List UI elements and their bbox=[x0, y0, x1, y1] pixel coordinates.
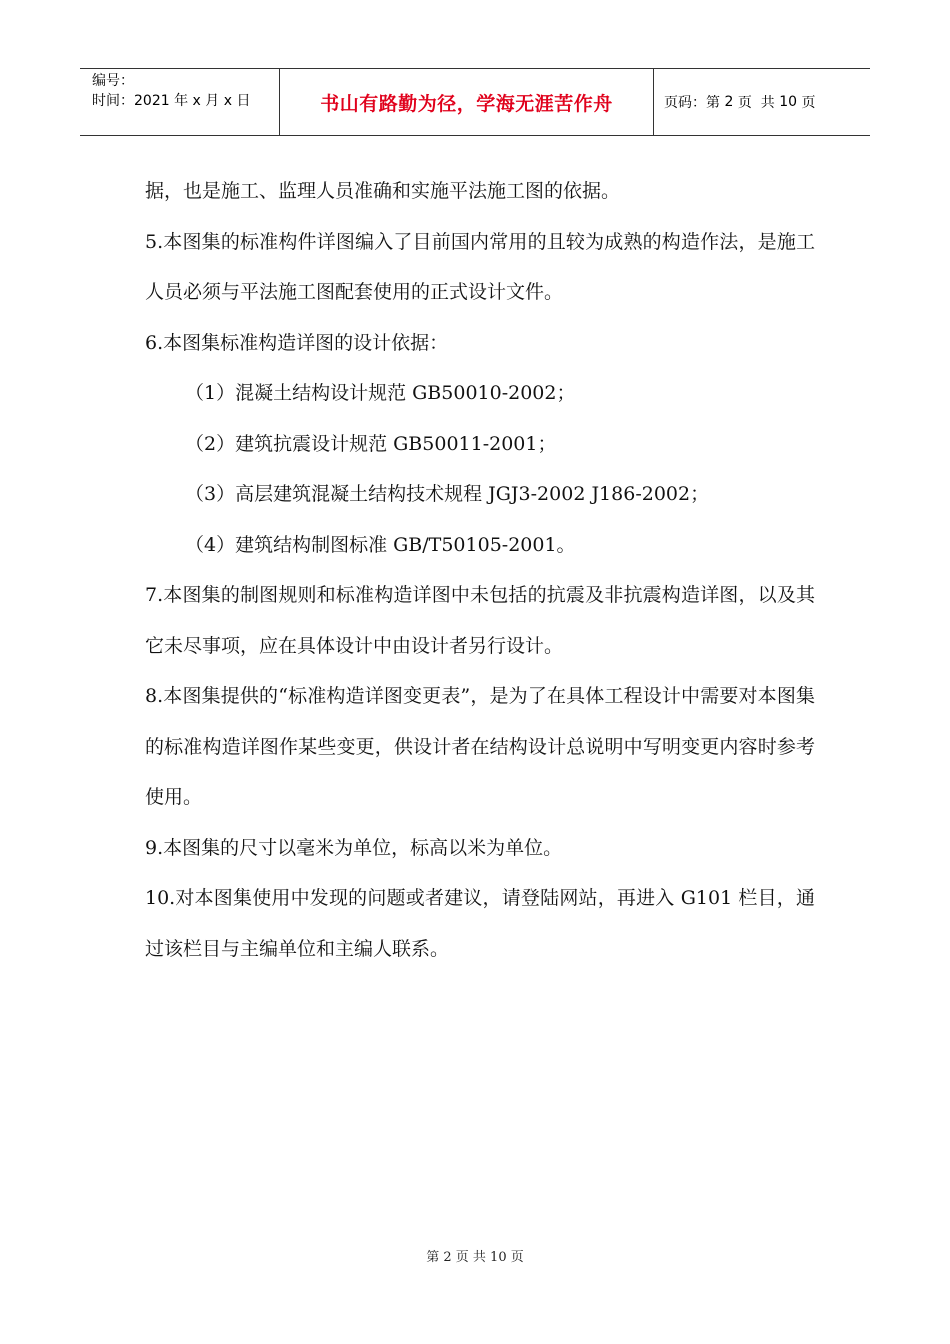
header-meta bbox=[80, 69, 280, 135]
paragraph-item-9: 9.本图集的尺寸以毫米为单位，标高以米为单位。 bbox=[145, 836, 563, 859]
page-suffix: 页 bbox=[797, 95, 816, 111]
paragraph-item-7: 7.本图集的制图规则和标准构造详图中未包括的抗震及非抗震构造详图，以及其它未尽事项，应在具体设计中由设计者另行设计。 bbox=[145, 584, 815, 657]
page-current: 2 bbox=[724, 94, 734, 110]
document-number-label: 编号： bbox=[92, 73, 134, 89]
paragraph-item-10: 10.对本图集使用中发现的问题或者建议，请登陆网站，再进入 G101 栏目，通过该栏目与主编单位和主编人联系。 bbox=[145, 887, 815, 960]
page-footer bbox=[0, 1246, 950, 1265]
header-page-info bbox=[654, 69, 870, 135]
reference-item-3: （3）高层建筑混凝土结构技术规程 JGJ3-2002 J186-2002； bbox=[185, 483, 710, 505]
document-body bbox=[145, 166, 815, 974]
page-mid: 页 共 bbox=[733, 95, 780, 111]
reference-item-1: （1）混凝土结构设计规范 GB50010-2002； bbox=[185, 382, 576, 404]
reference-item-4: （4）建筑结构制图标准 GB/T50105-2001。 bbox=[185, 533, 576, 556]
reference-item-2: （2）建筑抗震设计规范 GB50011-2001； bbox=[185, 432, 557, 455]
paragraph-item-8: 8.本图集提供的“标准构造详图变更表”，是为了在具体工程设计中需要对本图集的标准构造详图作某些变更，供设计者在结构设计总说明中写明变更内容时参考使用。 bbox=[145, 685, 815, 808]
paragraph-item-6: 6.本图集标准构造详图的设计依据： bbox=[145, 331, 449, 354]
document-date: 时间：2021 年 x 月 x 日 bbox=[92, 93, 251, 109]
page-prefix: 页码：第 bbox=[664, 95, 725, 111]
paragraph-item-5: 5.本图集的标准构件详图编入了目前国内常用的且较为成熟的构造作法，是施工人员必须与平法施工图配套使用的正式设计文件。 bbox=[145, 230, 815, 303]
motto-text: 书山有路勤为径，学海无涯苦作舟 bbox=[320, 92, 613, 115]
header-motto bbox=[280, 69, 654, 135]
paragraph-continuation: 据，也是施工、监理人员准确和实施平法施工图的依据。 bbox=[145, 180, 621, 202]
page-total: 10 bbox=[779, 94, 798, 110]
document-header bbox=[80, 68, 870, 136]
footer-page-number: 第 2 页 共 10 页 bbox=[426, 1250, 524, 1265]
